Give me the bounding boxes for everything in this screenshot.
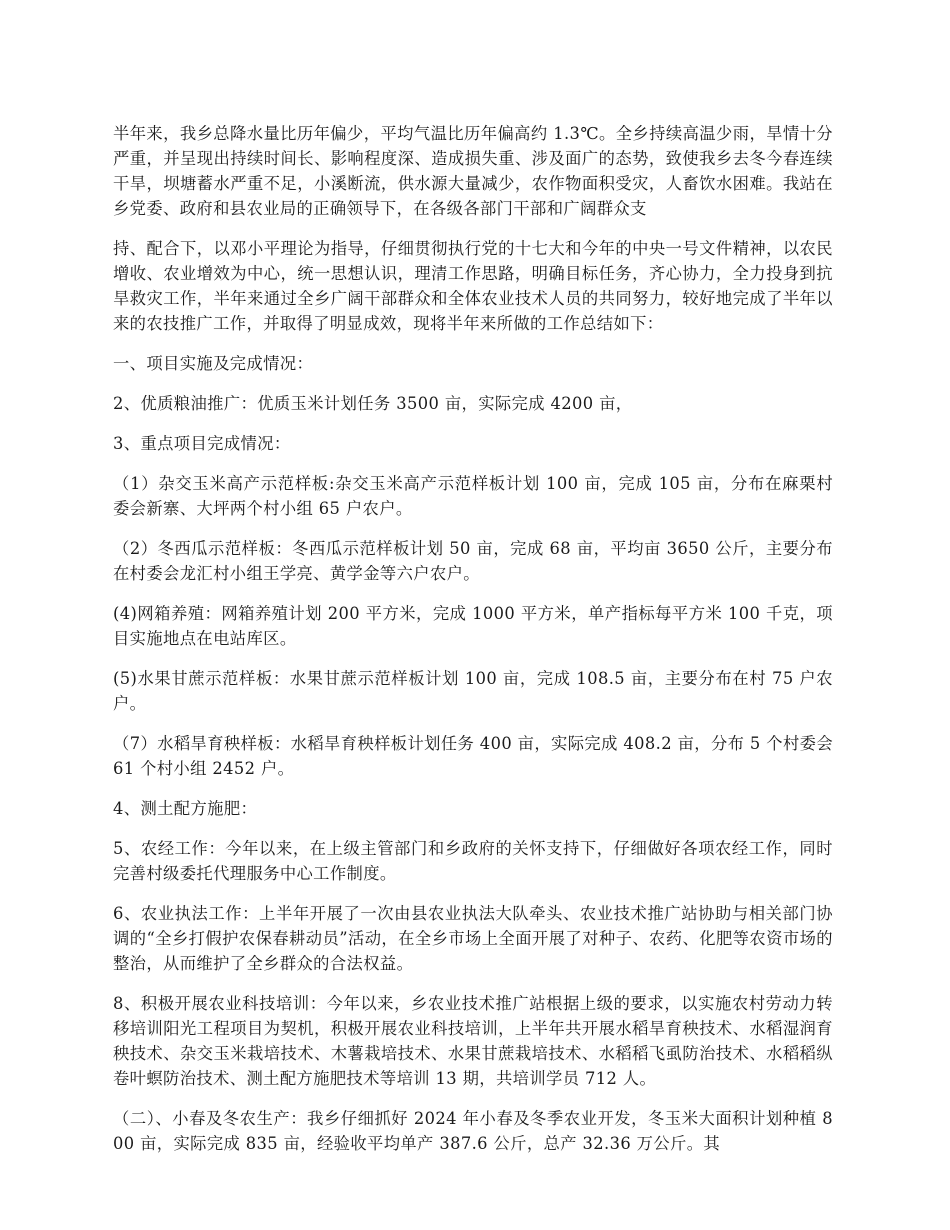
paragraph-winter-production: （二）、小春及冬农生产：我乡仔细抓好 2024 年小春及冬季农业开发，冬玉米大面积计划种植 800 亩，实际完成 835 亩，经验收平均单产 387.6 公斤，总产 32.36 万公斤。其: [113, 1109, 833, 1153]
paragraph-training: 8、积极开展农业科技培训：今年以来，乡农业技术推广站根据上级的要求，以实施农村劳动力转移培训阳光工程项目为契机，积极开展农业科技培训，上半年共开展水稻旱育秧技术、水稻湿润育秧技术、杂交玉米栽培技术、木薯栽培技术、水果甘蔗栽培技术、水稻稻飞虱防治技术、水稻稻纵卷叶螟防治技术、测土配方施肥技术等培训 13 期，共培训学员 712 人。: [113, 994, 833, 1088]
paragraph-soil-testing: 4、测土配方施肥：: [113, 799, 258, 818]
paragraph-winter-watermelon: （2）冬西瓜示范样板：冬西瓜示范样板计划 50 亩，完成 68 亩，平均亩 3650 公斤，主要分布在村委会龙汇村小组王学亮、黄学金等六户农户。: [113, 539, 833, 583]
paragraph-intro-continued: 持、配合下，以邓小平理论为指导，仔细贯彻执行党的十七大和今年的中央一号文件精神，以农民增收、农业增效为中心，统一思想认识，理清工作思路，明确目标任务，齐心协力，全力投身到抗旱救灾工作，半年来通过全乡广阔干部群众和全体农业技术人员的共同努力，较好地完成了半年以来的农技推广工作，并取得了明显成效，现将半年来所做的工作总结如下：: [113, 239, 833, 333]
paragraph-law-enforcement: 6、农业执法工作：上半年开展了一次由县农业执法大队牵头、农业技术推广站协助与相关部门协调的“全乡打假护农保春耕动员”活动，在全乡市场上全面开展了对种子、农药、化肥等农资市场的整治，从而维护了全乡群众的合法权益。: [113, 904, 833, 973]
paragraph-key-projects: 3、重点项目完成情况：: [113, 434, 291, 453]
paragraph-hybrid-corn: （1）杂交玉米高产示范样板:杂交玉米高产示范样板计划 100 亩，完成 105 亩，分布在麻栗村委会新寨、大坪两个村小组 65 户农户。: [113, 474, 833, 518]
paragraph-grain-oil: 2、优质粮油推广：优质玉米计划任务 3500 亩，实际完成 4200 亩，: [113, 394, 633, 413]
paragraph-rice-seedling: （7）水稻旱育秧样板：水稻旱育秧样板计划任务 400 亩，实际完成 408.2 亩，分布 5 个村委会 61 个村小组 2452 户。: [113, 734, 833, 778]
paragraph-sugarcane: (5)水果甘蔗示范样板：水果甘蔗示范样板计划 100 亩，完成 108.5 亩，主要分布在村 75 户农户。: [113, 669, 833, 713]
section-heading-projects: 一、项目实施及完成情况：: [113, 354, 314, 373]
document-body: [113, 121, 833, 1156]
paragraph-intro: 半年来，我乡总降水量比历年偏少，平均气温比历年偏高约 1.3℃。全乡持续高温少雨，旱情十分严重，并呈现出持续时间长、影响程度深、造成损失重、涉及面广的态势，致使我乡去冬今春连续干旱，坝塘蓄水严重不足，小溪断流，供水源大量减少，农作物面积受灾，人畜饮水困难。我站在乡党委、政府和县农业局的正确领导下，在各级各部门干部和广阔群众支: [113, 124, 833, 218]
paragraph-agri-economy: 5、农经工作：今年以来，在上级主管部门和乡政府的关怀支持下，仔细做好各项农经工作，同时完善村级委托代理服务中心工作制度。: [113, 839, 833, 883]
paragraph-cage-fishery: (4)网箱养殖：网箱养殖计划 200 平方米，完成 1000 平方米，单产指标每平方米 100 千克，项目实施地点在电站库区。: [113, 604, 833, 648]
